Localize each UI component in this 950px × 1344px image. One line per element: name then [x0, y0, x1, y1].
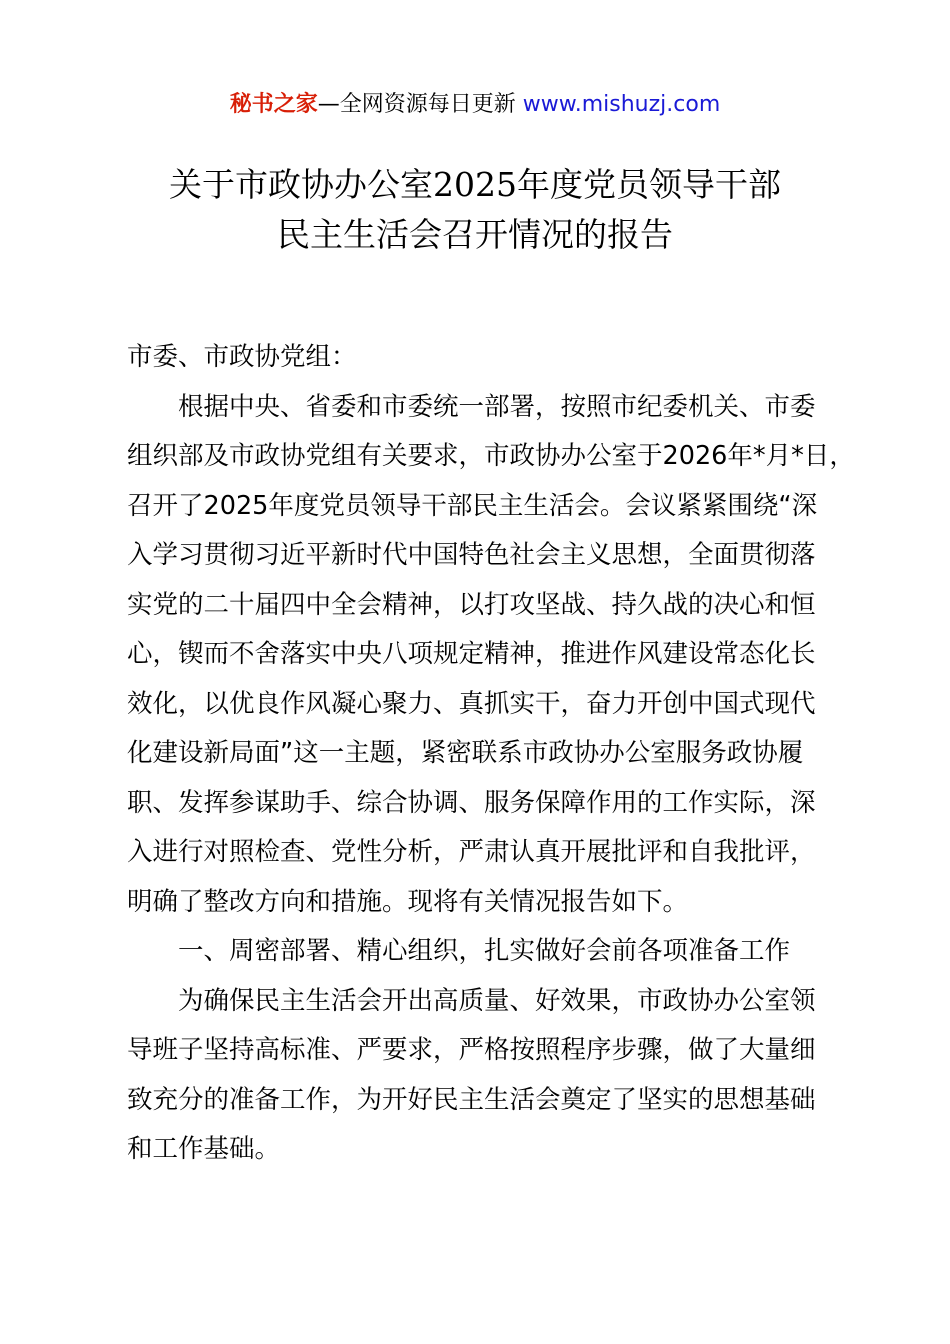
document-title: [0, 160, 950, 260]
document-body: [127, 333, 855, 1175]
title-line-1: 关于市政协办公室2025年度党员领导干部: [169, 165, 781, 204]
site-url-link[interactable]: www.mishuzj.com: [522, 92, 721, 117]
title-line-2: 民主生活会召开情况的报告: [277, 215, 673, 254]
paragraph-1: [127, 383, 855, 928]
paragraph-line: 和工作基础。: [127, 1134, 281, 1164]
banner-tagline: —全网资源每日更新: [317, 92, 523, 117]
salutation: 市委、市政协党组：: [127, 342, 357, 372]
paragraph-line: 召开了2025年度党员领导干部民主生活会。会议紧紧围绕“深: [127, 490, 818, 521]
brand-name: 秘书之家: [229, 92, 318, 117]
paragraph-line: 导班子坚持高标准、严要求，严格按照程序步骤，做了大量细: [127, 1035, 816, 1065]
paragraph-line: 根据中央、省委和市委统一部署，按照市纪委机关、市委: [178, 391, 816, 422]
paragraph-line: 组织部及市政协党组有关要求，市政协办公室于2026年*月*日，: [127, 441, 855, 471]
paragraph-line: 实党的二十届四中全会精神，以打攻坚战、持久战的决心和恒: [127, 589, 816, 620]
paragraph-line: 化建设新局面”这一主题，紧密联系市政协办公室服务政协履: [127, 738, 804, 768]
paragraph-line: 致充分的准备工作，为开好民主生活会奠定了坚实的思想基础: [127, 1084, 816, 1115]
paragraph-line: 为确保民主生活会开出高质量、好效果，市政协办公室领: [178, 985, 816, 1016]
section-1-heading: 一、周密部署、精心组织，扎实做好会前各项准备工作: [178, 936, 791, 966]
paragraph-line: 入学习贯彻习近平新时代中国特色社会主义思想，全面贯彻落: [127, 540, 816, 570]
site-banner: [0, 88, 950, 122]
paragraph-line: 心，锲而不舍落实中央八项规定精神，推进作风建设常态化长: [127, 639, 816, 669]
paragraph-line: 效化，以优良作风凝心聚力、真抓实干，奋力开创中国式现代: [127, 688, 816, 719]
paragraph-line: 入进行对照检查、党性分析，严肃认真开展批评和自我批评，: [127, 837, 816, 867]
paragraph-line: 明确了整改方向和措施。现将有关情况报告如下。: [127, 886, 689, 917]
paragraph-2: [127, 977, 837, 1175]
paragraph-line: 职、发挥参谋助手、综合协调、服务保障作用的工作实际，深: [127, 787, 816, 818]
